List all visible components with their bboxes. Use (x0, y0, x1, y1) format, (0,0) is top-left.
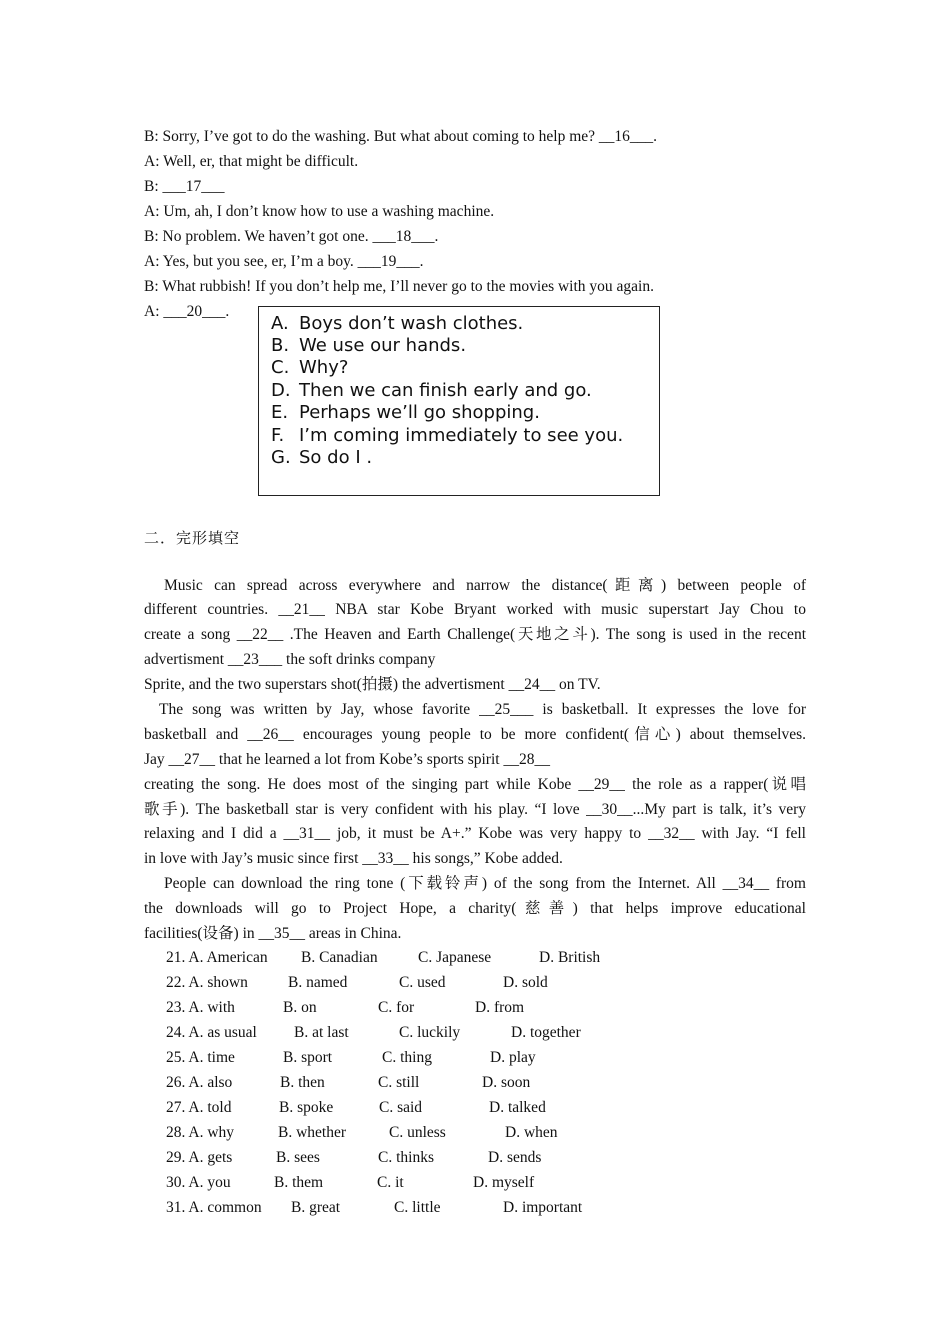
passage-line: Sprite, and the two superstars shot(拍摄) the advertisment __24__ on TV. (144, 676, 601, 693)
option-item: F. I’m coming immediately to see you. (271, 425, 624, 446)
option-item: B. We use our hands. (271, 335, 467, 356)
section-title: 二．完形填空 (144, 529, 241, 547)
option-item: E. Perhaps we’ll go shopping. (271, 402, 540, 423)
passage-line: basketball and __26__ encourages young people to be more confident(信心) about themselves. (144, 726, 806, 743)
passage-line: create a song __22__ .The Heaven and Earth Challenge(天地之斗). The song is used in the recent (144, 626, 806, 643)
option-item: C. Why? (271, 357, 349, 378)
passage-line: the downloads will go to Project Hope, a charity(慈善) that helps improve educational (144, 900, 806, 917)
dialogue-line: A: Well, er, that might be difficult. (144, 153, 359, 170)
passage-line: relaxing and I did a __31__ job, it must be A+.” Kobe was very happy to __32__ with Jay. “I fell (144, 825, 806, 842)
dialogue-line: A: Um, ah, I don’t know how to use a washing machine. (144, 203, 495, 220)
passage-line: in love with Jay’s music since first __33__ his songs,” Kobe added. (144, 850, 563, 867)
option-item: D. Then we can finish early and go. (271, 380, 592, 401)
passage-line: Music can spread across everywhere and narrow the distance(距离) between people of (164, 577, 806, 594)
passage-line: People can download the ring tone (下载铃声) of the song from the Internet. All __34__ from (164, 875, 806, 892)
dialogue-line: B: What rubbish! If you don’t help me, I’ll never go to the movies with you again. (144, 278, 654, 295)
dialogue-line: A: Yes, but you see, er, I’m a boy. ___19___. (144, 253, 424, 270)
dialogue-line: A: ___20___. (144, 303, 230, 320)
dialogue-line: B: No problem. We haven’t got one. ___18___. (144, 228, 439, 245)
passage-line: The song was written by Jay, whose favorite __25___ is basketball. It expresses the love for (159, 701, 806, 718)
dialogue-line: B: ___17___ (144, 178, 225, 195)
passage-line: Jay __27__ that he learned a lot from Kobe’s sports spirit __28__ (144, 751, 550, 768)
dialogue-line: B: Sorry, I’ve got to do the washing. But what about coming to help me? __16___. (144, 128, 658, 145)
passage-line: different countries. __21__ NBA star Kobe Bryant worked with music superstart Jay Chou to (144, 601, 806, 618)
passage-line: creating the song. He does most of the singing part while Kobe __29__ the role as a rapper(说唱 (144, 776, 806, 793)
passage-line: facilities(设备) in __35__ areas in China. (144, 925, 402, 942)
passage-line: 歌手). The basketball star is very confident with his play. “I love __30__...My part is talk, it’s very (144, 801, 806, 818)
passage-line: advertisment __23___ the soft drinks company (144, 651, 436, 668)
option-item: A. Boys don’t wash clothes. (271, 313, 524, 334)
options-box (258, 306, 660, 496)
option-item: G. So do I . (271, 447, 373, 468)
